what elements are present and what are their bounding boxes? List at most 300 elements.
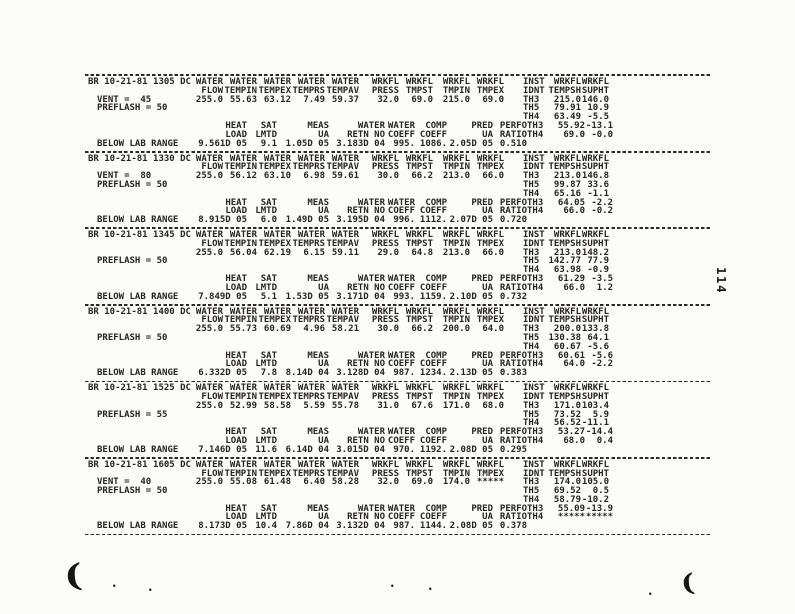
inst-reading-tempsh: 73.52 (553, 409, 581, 420)
inst-reading-id: TH3 (523, 400, 540, 411)
heat-value: 3.183D 04 (336, 138, 385, 149)
water-value: 255.0 (195, 400, 223, 411)
heat-value: 1086. (419, 138, 447, 149)
inst-reading-id: TH4 (523, 188, 540, 199)
inst-col-header-id: INST (523, 383, 545, 394)
water-col-header: PRESS (371, 468, 399, 479)
heat-col-header: SAT (260, 197, 277, 208)
inst-reading-id: TH4 (527, 359, 544, 370)
stray-paren-left-mark: ( (62, 557, 85, 595)
water-col-header: TEMPRS (292, 315, 325, 326)
heat-col-header: WATER (387, 197, 415, 208)
inst-reading-supht: -11.1 (581, 418, 609, 429)
inst-col-header-id: IDNT (523, 468, 545, 479)
heat-col-header: MEAS (307, 197, 329, 208)
heat-col-header: HEAT (225, 197, 247, 208)
water-value: 60.69 (263, 324, 291, 335)
water-col-header: TMPIN (442, 238, 470, 249)
water-col-header: WRKFL (371, 76, 399, 87)
below-lab-range-label: BELOW LAB RANGE (97, 215, 179, 226)
param-vent: VENT = 80 (97, 171, 152, 182)
heat-value: 11.6 (255, 444, 277, 455)
inst-reading-tempsh: 79.91 (553, 103, 581, 114)
heat-value: 7.849D 05 (198, 291, 247, 302)
heat-col-header: RETN NO (347, 129, 385, 140)
heat-col-header: WATER (357, 350, 385, 361)
inst-col-header-id: INST (523, 153, 545, 164)
water-col-header: WATER (297, 153, 325, 164)
heat-col-header: RATIO (499, 435, 527, 446)
water-value: 255.0 (195, 171, 223, 182)
water-col-header: TEMPEX (258, 468, 291, 479)
water-value: 59.61 (331, 171, 359, 182)
water-col-header: PRESS (371, 85, 399, 96)
water-value: 66.0 (482, 171, 504, 182)
water-value: 174.0 (442, 477, 470, 488)
water-col-header: WRKFL (371, 459, 399, 470)
inst-reading-id: TH4 (523, 265, 540, 276)
inst-reading-supht: 0.4 (596, 435, 613, 446)
heat-col-header: WATER (357, 274, 385, 285)
inst-col-header-tempsh: WRKFL (553, 383, 581, 394)
heat-col-header: LMTD (255, 359, 277, 370)
heat-col-header: LOAD (225, 206, 247, 217)
heat-col-header: RETN NO (347, 512, 385, 523)
printout-line (85, 461, 715, 470)
heat-col-header: WATER (357, 503, 385, 514)
heat-value: 987. (393, 521, 415, 532)
water-value: 56.04 (229, 247, 257, 258)
inst-reading-id: TH5 (523, 409, 540, 420)
water-col-header: WRKFL (442, 230, 470, 241)
heat-col-header: SAT (260, 120, 277, 131)
printout-line (85, 384, 715, 393)
water-col-header: TEMPIN (224, 468, 257, 479)
water-value: 59.37 (331, 94, 359, 105)
printout-line (85, 402, 715, 411)
heat-col-header: HEAT (225, 503, 247, 514)
water-col-header: WRKFL (476, 230, 504, 241)
heat-col-header: HEAT (225, 427, 247, 438)
printout-line (85, 216, 715, 225)
heat-value: 970. (393, 444, 415, 455)
run-header: BR 10-21-81 1305 DC (88, 76, 191, 87)
water-col-header: TEMPAV (326, 468, 359, 479)
below-lab-range-label: BELOW LAB RANGE (97, 291, 179, 302)
printout-line (85, 470, 715, 479)
water-col-header: WRKFL (405, 230, 433, 241)
water-col-header: WATER (297, 230, 325, 241)
printout-line (85, 231, 715, 240)
water-value: 64.0 (482, 324, 504, 335)
water-col-header: TEMPRS (292, 85, 325, 96)
heat-col-header: COEFF (387, 282, 415, 293)
water-value: 63.10 (263, 171, 291, 182)
inst-reading-tempsh: ***** (557, 512, 585, 523)
inst-col-header-supht: WRKFL (581, 230, 609, 241)
heat-value: 3.195D 04 (336, 215, 385, 226)
inst-reading-id: TH5 (523, 256, 540, 267)
inst-col-header-tempsh: WRKFL (553, 306, 581, 317)
water-col-header: TEMPIN (224, 162, 257, 173)
inst-col-header-supht: SUPHT (581, 85, 609, 96)
heat-value: 0.720 (499, 215, 527, 226)
heat-col-header: LMTD (255, 512, 277, 523)
water-value: 52.99 (229, 400, 257, 411)
water-col-header: TMPEX (476, 85, 504, 96)
heat-col-header: RATIO (499, 359, 527, 370)
heat-col-header: COMP (425, 120, 447, 131)
heat-col-header: WATER (387, 503, 415, 514)
heat-col-header: SAT (260, 503, 277, 514)
heat-value: 993. (393, 291, 415, 302)
inst-reading-id: TH4 (523, 112, 540, 123)
heat-value: 0.378 (499, 521, 527, 532)
heat-value: 1.53D 05 (285, 291, 329, 302)
inst-reading-supht: -0.0 (591, 129, 613, 140)
heat-value: 0.295 (499, 444, 527, 455)
water-value: 255.0 (195, 94, 223, 105)
inst-col-header-supht: SUPHT (581, 468, 609, 479)
water-col-header: WRKFL (476, 153, 504, 164)
heat-value: 7.8 (260, 368, 277, 379)
inst-reading-tempsh: 55.92 (557, 120, 585, 131)
water-col-header: TMPST (405, 315, 433, 326)
water-col-header: WATER (195, 76, 223, 87)
water-col-header: TEMPAV (326, 85, 359, 96)
water-col-header: FLOW (201, 391, 223, 402)
inst-col-header-id: IDNT (523, 315, 545, 326)
heat-col-header: LOAD (225, 129, 247, 140)
param-preflash: PREFLASH = 50 (97, 256, 168, 267)
inst-reading-tempsh: 99.87 (553, 179, 581, 190)
inst-col-header-id: IDNT (523, 85, 545, 96)
heat-value: 2.08D 05 (449, 521, 493, 532)
heat-col-header: PERFO (499, 427, 527, 438)
water-col-header: WATER (331, 76, 359, 87)
water-value: 213.0 (442, 171, 470, 182)
heat-value: 3.132D 04 (336, 521, 385, 532)
inst-reading-id: TH4 (523, 494, 540, 505)
water-col-header: FLOW (201, 315, 223, 326)
heat-col-header: PRED (471, 197, 493, 208)
heat-col-header: UA (318, 206, 329, 217)
water-value: 63.12 (263, 94, 291, 105)
heat-col-header: HEAT (225, 274, 247, 285)
inst-reading-supht: 77.9 (587, 256, 609, 267)
water-value: 6.40 (303, 477, 325, 488)
inst-reading-id: TH5 (523, 179, 540, 190)
heat-col-header: SAT (260, 427, 277, 438)
inst-reading-tempsh: 64.0 (563, 359, 585, 370)
inst-reading-supht: 148.2 (581, 247, 609, 258)
printout-line (85, 369, 715, 378)
heat-col-header: LMTD (255, 282, 277, 293)
param-vent: VENT = 45 (97, 94, 152, 105)
water-value: 6.98 (303, 171, 325, 182)
heat-value: 8.915D 05 (198, 215, 247, 226)
water-col-header: WRKFL (476, 76, 504, 87)
water-col-header: WATER (229, 76, 257, 87)
inst-reading-id: TH4 (527, 282, 544, 293)
inst-reading-id: TH4 (527, 435, 544, 446)
run-header: BR 10-21-81 1605 DC (88, 459, 191, 470)
param-preflash: PREFLASH = 50 (97, 486, 168, 497)
water-col-header: WATER (331, 306, 359, 317)
water-value: 32.0 (377, 477, 399, 488)
water-col-header: TEMPRS (292, 468, 325, 479)
inst-reading-tempsh: 63.49 (553, 112, 581, 123)
water-col-header: WRKFL (442, 459, 470, 470)
heat-col-header: UA (318, 512, 329, 523)
water-col-header: FLOW (201, 162, 223, 173)
inst-reading-tempsh: 69.52 (553, 486, 581, 497)
heat-col-header: RETN NO (347, 359, 385, 370)
block-separator (85, 227, 712, 229)
inst-reading-supht: 105.0 (581, 477, 609, 488)
page-number: 114 (714, 267, 729, 295)
stray-dot-mark: . (390, 576, 395, 591)
printout-line (85, 240, 715, 249)
inst-reading-supht: -13.9 (585, 503, 613, 514)
heat-col-header: LOAD (225, 282, 247, 293)
heat-col-header: PRED (471, 274, 493, 285)
heat-col-header: UA (482, 129, 493, 140)
water-value: 6.15 (303, 247, 325, 258)
inst-reading-tempsh: 213.0 (553, 171, 581, 182)
water-col-header: TMPEX (476, 315, 504, 326)
heat-value: 5.1 (260, 291, 277, 302)
printout-line (85, 334, 715, 343)
heat-value: 9.1 (260, 138, 277, 149)
water-col-header: PRESS (371, 238, 399, 249)
heat-col-header: HEAT (225, 120, 247, 131)
water-col-header: WRKFL (405, 306, 433, 317)
heat-value: 2.10D 05 (449, 291, 493, 302)
heat-col-header: RATIO (499, 282, 527, 293)
heat-value: 8.14D 04 (285, 368, 329, 379)
heat-col-header: UA (318, 282, 329, 293)
inst-reading-supht: 64.1 (587, 333, 609, 343)
water-value: 66.2 (411, 171, 433, 182)
water-col-header: TEMPEX (258, 162, 291, 173)
printout-line (85, 181, 715, 190)
run-header: BR 10-21-81 1345 DC (88, 230, 191, 241)
inst-reading-tempsh: 53.27 (557, 427, 585, 438)
printout-line (85, 446, 715, 455)
heat-col-header: COEFF (387, 206, 415, 217)
inst-reading-supht: -14.4 (585, 427, 613, 438)
inst-reading-tempsh: 130.38 (548, 333, 581, 343)
heat-col-header: SAT (260, 274, 277, 285)
water-value: 55.73 (229, 324, 257, 335)
inst-reading-tempsh: 69.0 (563, 129, 585, 140)
water-col-header: WATER (229, 230, 257, 241)
water-value: 58.28 (331, 477, 359, 488)
heat-value: 2.05D 05 (449, 138, 493, 149)
heat-col-header: RETN NO (347, 282, 385, 293)
heat-col-header: WATER (387, 120, 415, 131)
water-value: 59.11 (331, 247, 359, 258)
water-value: 30.0 (377, 171, 399, 182)
water-value: 30.0 (377, 324, 399, 335)
water-col-header: WRKFL (371, 383, 399, 394)
heat-col-header: COEFF (419, 282, 447, 293)
water-col-header: TMPIN (442, 391, 470, 402)
heat-col-header: COMP (425, 350, 447, 361)
inst-col-header-tempsh: TEMPSH (548, 238, 581, 249)
run-header: BR 10-21-81 1400 DC (88, 306, 191, 317)
heat-col-header: SAT (260, 350, 277, 361)
water-col-header: WRKFL (442, 153, 470, 164)
stray-paren-right-mark: ( (679, 567, 697, 598)
inst-col-header-supht: WRKFL (581, 306, 609, 317)
heat-col-header: PERFO (499, 503, 527, 514)
water-col-header: TEMPIN (224, 315, 257, 326)
heat-col-header: PERFO (499, 120, 527, 131)
inst-col-header-id: INST (523, 459, 545, 470)
inst-reading-id: TH4 (527, 129, 544, 140)
heat-col-header: COEFF (387, 512, 415, 523)
heat-value: 3.128D 04 (336, 368, 385, 379)
inst-reading-id: TH4 (523, 418, 540, 429)
inst-col-header-id: IDNT (523, 238, 545, 249)
inst-col-header-id: IDNT (523, 391, 545, 402)
inst-col-header-supht: WRKFL (581, 153, 609, 164)
water-value: 255.0 (195, 247, 223, 258)
below-lab-range-label: BELOW LAB RANGE (97, 368, 179, 379)
heat-col-header: RETN NO (347, 435, 385, 446)
inst-col-header-id: INST (523, 230, 545, 241)
heat-col-header: COMP (425, 197, 447, 208)
inst-reading-tempsh: 66.0 (563, 206, 585, 217)
water-col-header: TEMPRS (292, 238, 325, 249)
water-col-header: TEMPAV (326, 391, 359, 402)
water-col-header: WATER (229, 459, 257, 470)
inst-reading-tempsh: 174.0 (553, 477, 581, 488)
heat-value: 987. (393, 368, 415, 379)
heat-col-header: COEFF (387, 129, 415, 140)
heat-col-header: COEFF (419, 206, 447, 217)
inst-reading-id: TH4 (527, 206, 544, 217)
water-col-header: TEMPRS (292, 391, 325, 402)
heat-col-header: RATIO (499, 129, 527, 140)
inst-col-header-tempsh: TEMPSH (548, 85, 581, 96)
water-col-header: PRESS (371, 391, 399, 402)
inst-reading-supht: ***** (585, 512, 613, 523)
heat-col-header: LOAD (225, 359, 247, 370)
heat-value: 1112. (419, 215, 447, 226)
water-col-header: FLOW (201, 238, 223, 249)
water-value: 255.0 (195, 324, 223, 335)
heat-value: 6.332D 05 (198, 368, 247, 379)
water-col-header: TMPST (405, 391, 433, 402)
heat-value: 7.146D 05 (198, 444, 247, 455)
heat-col-header: WATER (357, 427, 385, 438)
water-value: 215.0 (442, 94, 470, 105)
inst-reading-supht: 33.6 (587, 179, 609, 190)
heat-col-header: PRED (471, 350, 493, 361)
inst-reading-tempsh: 66.0 (563, 282, 585, 293)
printout-line (85, 308, 715, 317)
heat-col-header: PRED (471, 427, 493, 438)
water-value: 69.0 (411, 477, 433, 488)
inst-reading-tempsh: 60.61 (557, 350, 585, 361)
water-col-header: WRKFL (442, 76, 470, 87)
water-col-header: WATER (263, 459, 291, 470)
heat-col-header: LMTD (255, 435, 277, 446)
heat-col-header: COMP (425, 274, 447, 285)
heat-col-header: UA (318, 359, 329, 370)
block-separator (85, 74, 712, 76)
water-col-header: TEMPIN (224, 85, 257, 96)
inst-col-header-supht: WRKFL (581, 459, 609, 470)
inst-reading-tempsh: 68.0 (563, 435, 585, 446)
heat-value: 8.173D 05 (198, 521, 247, 532)
printout-line (85, 105, 715, 114)
water-col-header: WATER (331, 153, 359, 164)
water-col-header: FLOW (201, 85, 223, 96)
inst-col-header-tempsh: WRKFL (553, 459, 581, 470)
printout-line (85, 393, 715, 402)
inst-reading-supht: -0.9 (587, 265, 609, 276)
heat-col-header: WATER (387, 350, 415, 361)
water-col-header: WATER (229, 153, 257, 164)
water-value: 66.2 (411, 324, 433, 335)
water-col-header: TMPST (405, 468, 433, 479)
water-col-header: WRKFL (405, 76, 433, 87)
below-lab-range-label: BELOW LAB RANGE (97, 444, 179, 455)
printout-line (85, 325, 715, 334)
stray-dot-mark: . (428, 579, 433, 594)
heat-col-header: WATER (357, 120, 385, 131)
heat-value: 1.49D 05 (285, 215, 329, 226)
inst-reading-id: TH3 (523, 171, 540, 182)
water-col-header: FLOW (201, 468, 223, 479)
water-col-header: WRKFL (442, 306, 470, 317)
water-col-header: TEMPAV (326, 162, 359, 173)
heat-value: 2.08D 05 (449, 444, 493, 455)
heat-col-header: COEFF (419, 512, 447, 523)
water-col-header: WRKFL (405, 383, 433, 394)
printout-line (85, 293, 715, 302)
water-col-header: WRKFL (405, 459, 433, 470)
heat-value: 1144. (419, 521, 447, 532)
inst-reading-id: TH5 (523, 333, 540, 343)
water-value: 171.0 (442, 400, 470, 411)
heat-col-header: UA (482, 435, 493, 446)
heat-col-header: UA (318, 129, 329, 140)
inst-reading-id: TH5 (523, 103, 540, 114)
inst-reading-tempsh: 215.0 (553, 94, 581, 105)
water-col-header: WATER (263, 76, 291, 87)
heat-col-header: WATER (387, 274, 415, 285)
water-col-header: WATER (331, 383, 359, 394)
inst-reading-tempsh: 56.52 (553, 418, 581, 429)
heat-col-header: MEAS (307, 350, 329, 361)
inst-reading-id: TH3 (527, 350, 544, 361)
heat-value: 10.4 (255, 521, 277, 532)
inst-reading-id: TH3 (527, 197, 544, 208)
inst-reading-tempsh: 142.77 (548, 256, 581, 267)
heat-value: 3.015D 04 (336, 444, 385, 455)
inst-reading-supht: 133.8 (581, 324, 609, 335)
water-col-header: TMPIN (442, 162, 470, 173)
water-col-header: WRKFL (442, 383, 470, 394)
heat-col-header: UA (482, 206, 493, 217)
water-col-header: WATER (297, 306, 325, 317)
printout-line (85, 411, 715, 420)
